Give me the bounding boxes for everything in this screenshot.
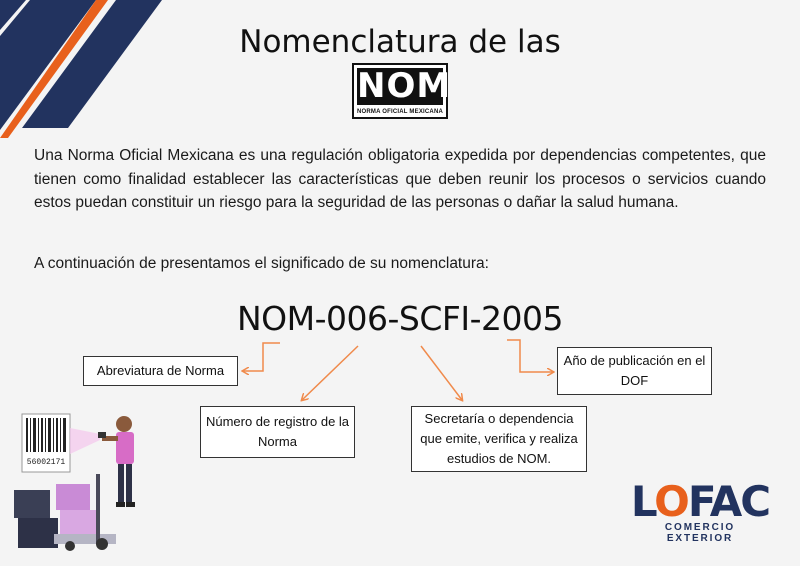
nom-logo-sub: NORMA OFICIAL MEXICANA <box>356 109 444 115</box>
part-anio-label: Año de publicación en el DOF <box>563 353 706 388</box>
part-abreviatura-box <box>83 356 238 386</box>
part-registro-label: Número de registro de la Norma <box>205 414 350 449</box>
part-anio-box <box>557 347 712 395</box>
part-secretaria-box <box>411 406 587 472</box>
brand-letters-fac: FAC <box>687 477 770 526</box>
nom-logo-main: NOM <box>357 66 452 106</box>
barcode-digits: 56002171 <box>26 458 66 467</box>
arrow-secretaria <box>421 346 462 400</box>
intro-paragraph: Una Norma Oficial Mexicana es una regulación obligatoria expedida por dependencias competentes, que tienen como finalidad establecer las características que deben reunir los procesos o servicios cuando estos puedan constituir un riesgo para la seguridad de las personas o dañar la salud humana. <box>34 147 766 211</box>
part-secretaria-label: Secretaría o dependencia que emite, verifica y realiza estudios de NOM. <box>420 411 578 466</box>
arrow-anio <box>507 340 553 372</box>
brand-letter-l: L <box>630 477 655 526</box>
arrow-registro <box>302 346 358 400</box>
arrow-abreviatura <box>243 343 280 371</box>
company-name <box>630 477 770 526</box>
warehouse-worker-illustration <box>10 410 160 555</box>
page-title: Nomenclatura de las <box>239 24 561 60</box>
brand-letter-o: O <box>654 477 688 526</box>
part-registro-box <box>200 406 355 458</box>
company-tagline: COMERCIO EXTERIOR <box>664 522 736 544</box>
company-logo <box>630 477 770 544</box>
nom-code: NOM-006-SCFI-2005 <box>236 299 564 338</box>
lead-paragraph: A continuación de presentamos el significado de su nomenclatura: <box>34 255 489 272</box>
part-abreviatura-label: Abreviatura de Norma <box>96 363 225 378</box>
